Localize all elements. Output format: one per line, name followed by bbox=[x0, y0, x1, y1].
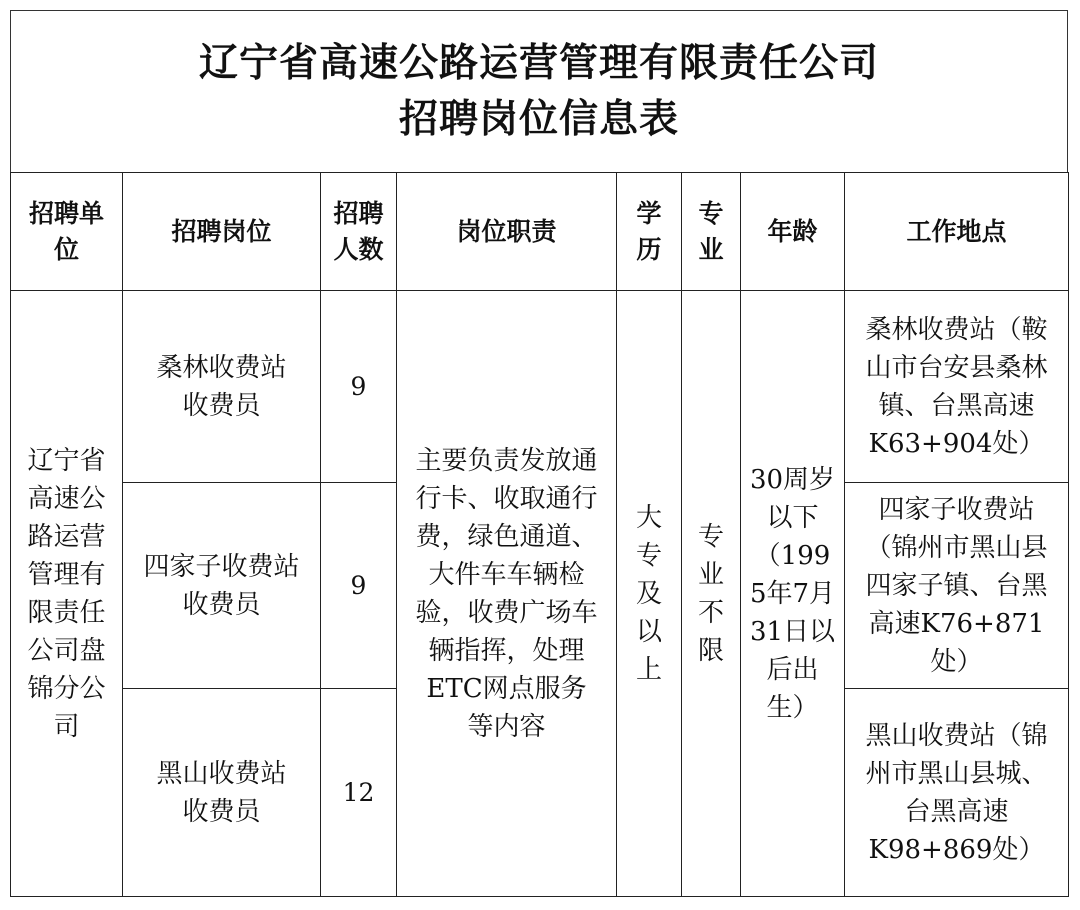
count-cell: 9 bbox=[321, 483, 397, 689]
recruitment-table-document bbox=[10, 10, 1068, 896]
age-cell: 30周岁以下（1995年7月31日以后出生） bbox=[741, 291, 845, 897]
major-cell: 专业不限 bbox=[682, 291, 741, 897]
title-company: 辽宁省高速公路运营管理有限责任公司 bbox=[198, 40, 879, 86]
header-location: 工作地点 bbox=[845, 173, 1069, 291]
header-age: 年龄 bbox=[741, 173, 845, 291]
header-count: 招聘人数 bbox=[321, 173, 397, 291]
count-cell: 9 bbox=[321, 291, 397, 483]
position-cell: 黑山收费站收费员 bbox=[123, 689, 321, 897]
location-cell: 黑山收费站（锦州市黑山县城、台黑高速K98+869处） bbox=[845, 689, 1069, 897]
header-major: 专业 bbox=[682, 173, 741, 291]
positions-table bbox=[10, 172, 1069, 897]
title-table-name: 招聘岗位信息表 bbox=[398, 96, 679, 142]
recruiting-unit-cell: 辽宁省高速公路运营管理有限责任公司盘锦分公司 bbox=[11, 291, 123, 897]
table-row bbox=[11, 291, 1069, 483]
duty-cell: 主要负责发放通行卡、收取通行费，绿色通道、大件车车辆检验，收费广场车辆指挥，处理ETC网点服务等内容 bbox=[397, 291, 617, 897]
header-row bbox=[11, 173, 1069, 291]
position-cell: 桑林收费站收费员 bbox=[123, 291, 321, 483]
location-cell: 桑林收费站（鞍山市台安县桑林镇、台黑高速K63+904处） bbox=[845, 291, 1069, 483]
header-education: 学历 bbox=[617, 173, 682, 291]
location-cell: 四家子收费站（锦州市黑山县四家子镇、台黑高速K76+871处） bbox=[845, 483, 1069, 689]
header-unit: 招聘单位 bbox=[11, 173, 123, 291]
header-duty: 岗位职责 bbox=[397, 173, 617, 291]
title-block bbox=[10, 10, 1068, 172]
count-cell: 12 bbox=[321, 689, 397, 897]
education-cell: 大专及以上 bbox=[617, 291, 682, 897]
position-cell: 四家子收费站收费员 bbox=[123, 483, 321, 689]
header-position: 招聘岗位 bbox=[123, 173, 321, 291]
